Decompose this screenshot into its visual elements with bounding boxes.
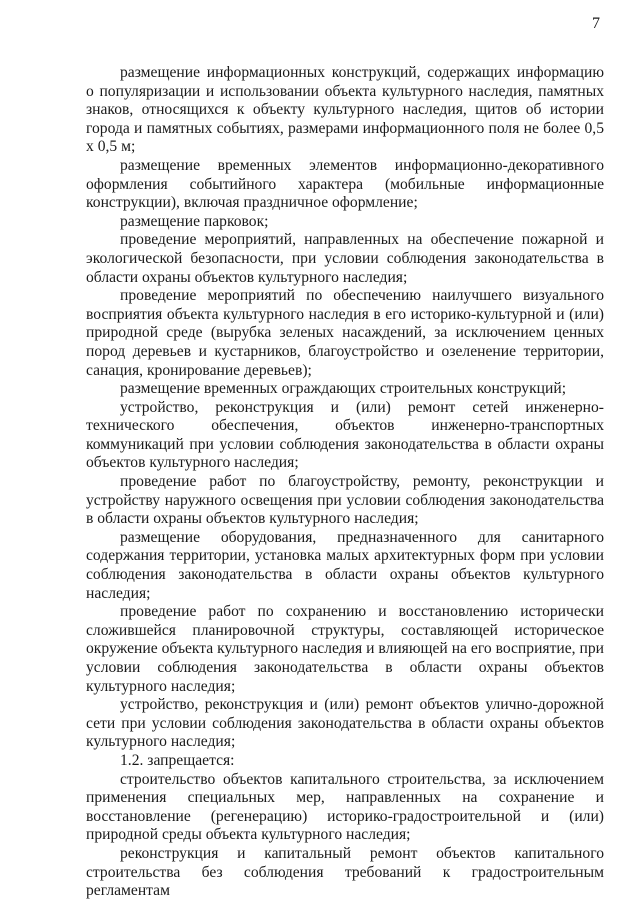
section-heading-prohibited: 1.2. запрещается: [120, 751, 235, 769]
paragraph-reconstruction: реконструкция и капитальный ремонт объектов капитального строительства без соблюдения требований к градостроительным регламентам [86, 844, 604, 900]
paragraph-sanitary-equipment: размещение оборудования, предназначенного для санитарного содержания территории, установка малых архитектурных форм при условии соблюдения законодательства в области охраны объектов культурного наследия; [86, 528, 604, 602]
paragraph-road-network: устройство, реконструкция и (или) ремонт объектов улично-дорожной сети при условии соблюдения законодательства в области охраны объектов культурного наследия; [86, 696, 604, 751]
paragraph-engineering-networks: устройство, реконструкция и (или) ремонт сетей инженерно-технического обеспечения, объектов инженерно-транспортных коммуникаций при условии соблюдения законодательства в области охраны объектов культурного наследия; [86, 398, 604, 472]
paragraph-parking: размещение парковок; [120, 212, 269, 230]
paragraph-visual-perception: проведение мероприятий по обеспечению наилучшего визуального восприятия объекта культурного наследия в его историко-культурной и (или) природной среде (вырубка зеленых насаждений, за исключением ценных пород деревьев и кустарников, благоустройство и озеленение территории, санация, кронирование деревьев); [86, 287, 604, 379]
paragraph-fire-safety: проведение мероприятий, направленных на обеспечение пожарной и экологической безопасности, при условии соблюдения законодательства в области охраны объектов культурного наследия; [86, 231, 604, 286]
document-body [86, 64, 604, 901]
paragraph-landscaping-lighting: проведение работ по благоустройству, ремонту, реконструкции и устройству наружного освещения при условии соблюдения законодательства в области охраны объектов культурного наследия; [86, 473, 604, 528]
paragraph-temporary-fencing: размещение временных ограждающих строительных конструкций; [120, 380, 567, 398]
page-number: 7 [592, 15, 600, 32]
paragraph-historic-structure: проведение работ по сохранению и восстановлению исторически сложившейся планировочной структуры, составляющей историческое окружение объекта культурного наследия и влияющей на его восприятие, при условии соблюдения законодательства в области охраны объектов культурного наследия; [86, 603, 604, 695]
paragraph-info-structures: размещение информационных конструкций, содержащих информацию о популяризации и использовании объекта культурного наследия, памятных знаков, относящихся к объекту культурного наследия, щитов об истории города и памятных событиях, размерами информационного поля не более 0,5 х 0,5 м; [86, 64, 604, 156]
paragraph-temporary-decor: размещение временных элементов информационно-декоративного оформления событийного характера (мобильные информационные конструкции), включая праздничное оформление; [86, 156, 604, 212]
paragraph-capital-construction: строительство объектов капитального строительства, за исключением применения специальных мер, направленных на сохранение и восстановление (регенерацию) историко-градостроительной и (или) природной среды объекта культурного наследия; [86, 770, 604, 844]
